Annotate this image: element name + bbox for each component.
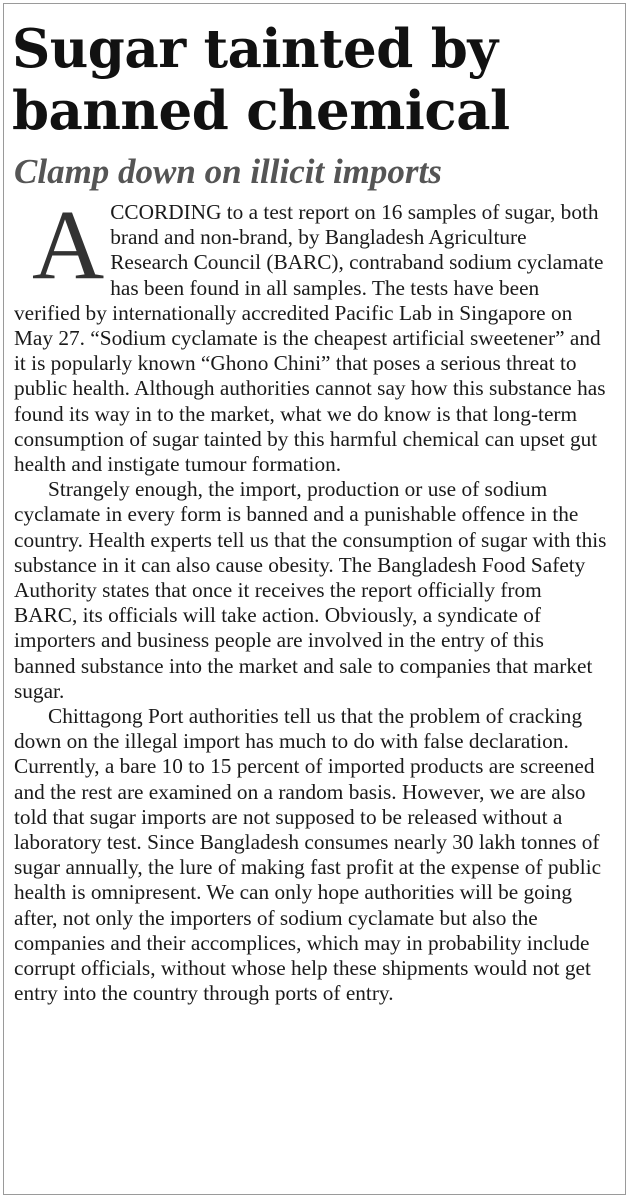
paragraph-2: Strangely enough, the import, production or use of sodium cyclamate in every form is banned and a punishable offence in the country. Health experts tell us that the consumption of sugar with this substance in it can also cause obesity. The Bangladesh Food Safety Authority states that once it receives the report officially from BARC, its officials will take action. Obviously, a syndicate of importers and business people are involved in the entry of this banned substance into the market and sale to companies that market sugar.: [14, 477, 607, 703]
subheadline: Clamp down on illicit imports: [14, 152, 442, 191]
article-frame: [3, 3, 626, 1195]
paragraph-1-text: CCORDING to a test report on 16 samples of sugar, both brand and non-brand, by Bangladesh Agriculture Research Council (BARC), contraband sodium cyclamate has been found in all samples. The tests have been verified by internationally accredited Pacific Lab in Singapore on May 27. “Sodium cyclamate is the cheapest artificial sweetener” and it is popularly known “Ghono Chini” that poses a serious threat to public health. Although authorities cannot say how this substance has found its way in to the market, what we do know is that long-term consumption of sugar tainted by this harmful chemical can upset gut health and instigate tumour formation.: [14, 200, 606, 477]
drop-cap: A: [32, 189, 105, 300]
paragraph-3: Chittagong Port authorities tell us that the problem of cracking down on the illegal import has much to do with false declaration. Currently, a bare 10 to 15 percent of imported products are screened and the rest are examined on a random basis. However, we are also told that sugar imports are not supposed to be released without a laboratory test. Since Bangladesh consumes nearly 30 lakh tonnes of sugar annually, the lure of making fast profit at the expense of public health is omnipresent. We can only hope authorities will be going after, not only the importers of sodium cyclamate but also the companies and their accomplices, which may in probability include corrupt officials, without whose help these shipments would not get entry into the country through ports of entry.: [14, 704, 602, 1006]
headline: Sugar tainted by banned chemical: [12, 18, 510, 142]
